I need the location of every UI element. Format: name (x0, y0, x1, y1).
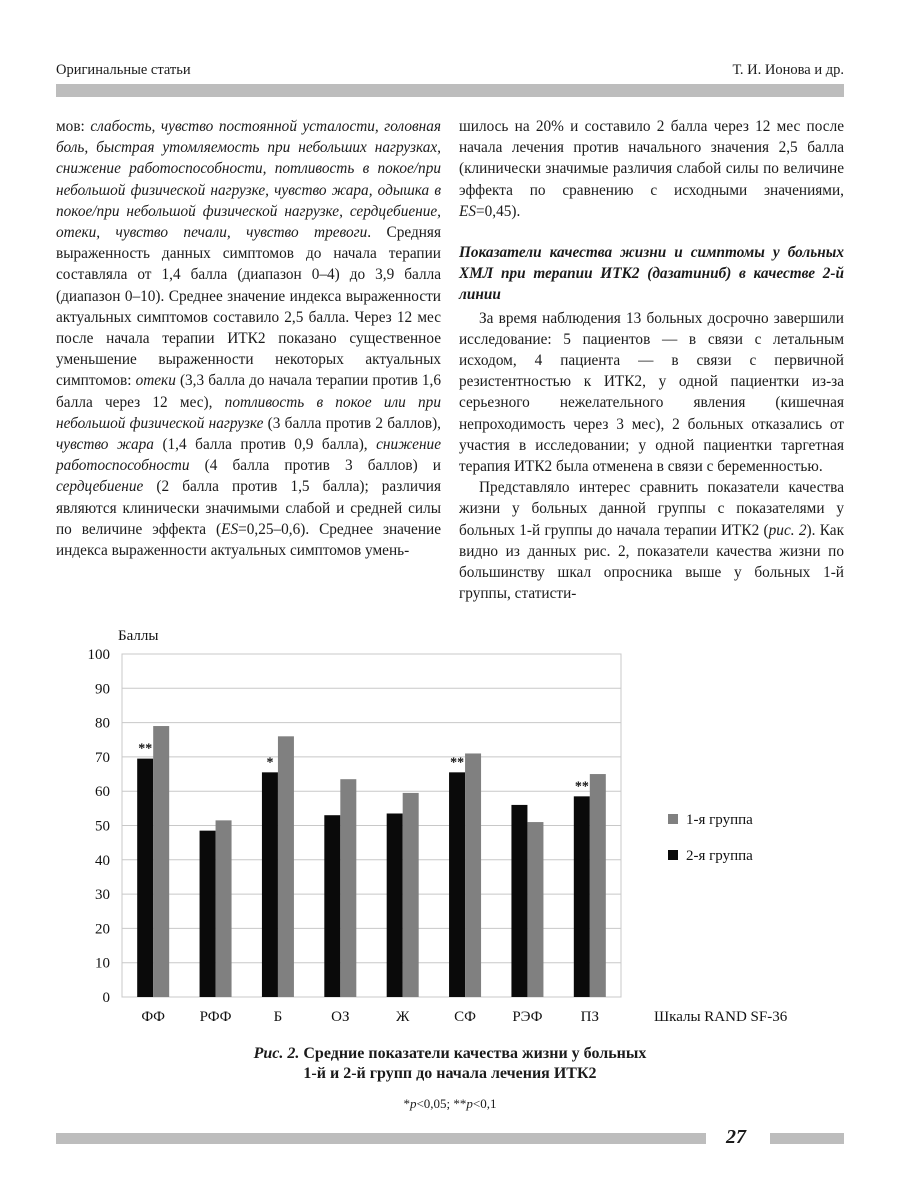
italic-run: отеки (135, 372, 176, 390)
y-tick-label: 100 (87, 647, 110, 663)
x-tick-label: ОЗ (331, 1009, 350, 1025)
right-paragraph-1 (459, 116, 844, 222)
caption-line-1: Средние показатели качества жизни у больных (299, 1045, 647, 1062)
significance-marker: ** (450, 755, 465, 771)
right-paragraph-2: За время наблюдения 13 больных досрочно завершили исследование: 5 пациентов — в связи с летальным исходом, 4 пациента — в связи с первичной резистентностью к ИТК2, у одной пациентки из-за серьезного нежелательного явления (кишечная непроходимость через 3 мес), 2 больных отказались от участия в исследовании; у одной пациентки таргетная терапия ИТК2 была отменена в связи с беременностью. (459, 309, 844, 476)
running-header-authors: Т. И. Ионова и др. (732, 62, 844, 78)
italic-run: снижение работоспособности (56, 436, 441, 475)
bar-group1 (465, 753, 481, 997)
x-tick-label: РЭФ (512, 1009, 543, 1025)
italic-run: ES (459, 202, 476, 220)
bar-group1 (153, 726, 169, 997)
legend-swatch (668, 814, 678, 824)
x-tick-label: РФФ (199, 1009, 232, 1025)
text-run: (3,3 балла до начала терапии против 1,6 балла через 12 мес), (56, 372, 441, 411)
page-number: 27 (726, 1126, 746, 1148)
bar-group2 (137, 759, 153, 997)
text-run: =0,45). (476, 202, 521, 220)
bar-group1 (590, 774, 606, 997)
bar-group2 (324, 815, 340, 997)
bar-group2 (387, 813, 403, 997)
significance-marker: ** (138, 741, 153, 757)
y-axis-label: Баллы (118, 628, 159, 644)
bar-group1 (403, 793, 419, 997)
text-run: <0,1 (472, 1096, 497, 1111)
significance-note (56, 1096, 844, 1112)
x-axis-label: Шкалы RAND SF-36 (654, 1009, 788, 1025)
right-column (459, 116, 844, 604)
italic-run: потливость в покое или при небольшой физической нагрузке (56, 393, 441, 432)
left-paragraph (56, 116, 441, 561)
bar-group1 (340, 779, 356, 997)
x-tick-label: СФ (454, 1009, 476, 1025)
text-run: шилось на 20% и составило 2 балла через 12 мес после начала лечения против начального значения 2,5 балла (клинически значимые различия слабой силы по величине эффекта по сравнению с исходными значениями, (459, 118, 844, 199)
legend-label: 2-я группа (686, 848, 753, 864)
text-run: (4 балла против 3 баллов) и (189, 457, 441, 475)
x-tick-label: ФФ (141, 1009, 166, 1025)
bar-group2 (574, 796, 590, 997)
italic-run: чувство жара (56, 436, 154, 454)
text-run: (3 балла против 2 баллов), (263, 414, 442, 432)
footer-rule-right (770, 1133, 844, 1144)
text-run: (1,4 балла против 0,9 балла), (153, 436, 377, 454)
y-tick-label: 30 (95, 887, 110, 904)
bar-group1 (216, 820, 232, 997)
text-run: мов: (56, 118, 91, 135)
significance-marker: ** (574, 779, 589, 795)
bar-group2 (200, 831, 216, 997)
caption-line-2: 1-й и 2-й групп до начала лечения ИТК2 (303, 1065, 597, 1082)
y-tick-label: 70 (95, 749, 110, 766)
text-run: Представляло интерес сравнить показатели качества жизни у больных данной группы с показателями у больных 1-й группы до начала терапии ИТК2 ( (459, 479, 844, 539)
y-tick-label: 0 (102, 990, 110, 1006)
bar-group2 (449, 772, 465, 997)
y-tick-label: 20 (95, 921, 110, 938)
bar-group1 (527, 822, 543, 997)
footer-rule-left (56, 1133, 706, 1144)
x-tick-label: Ж (395, 1009, 410, 1025)
text-run: =0,25–0,6). Среднее значение индекса выраженности актуальных симптомов умень- (56, 520, 441, 560)
section-heading: Показатели качества жизни и симптомы у больных ХМЛ при терапии ИТК2 (дазатиниб) в качестве 2-й линии (459, 244, 844, 304)
italic-run: сердцебиение (56, 478, 144, 496)
y-tick-label: 50 (95, 818, 110, 835)
italic-run: рис. 2 (768, 521, 807, 539)
x-tick-label: Б (273, 1009, 283, 1025)
header-rule (56, 84, 844, 97)
right-paragraph-3 (459, 477, 844, 604)
italic-run: слабость, чувство постоянной усталости, головная боль, быстрая утомляемость при небольших нагрузках, снижение работоспособности, потливость в покое/при небольшой физической нагрузке, чувство жара, одышка в покое/при небольшой физической нагрузке, сердцебиение, отеки, чувство печали, чувство тревоги (56, 118, 441, 242)
y-tick-label: 10 (95, 955, 110, 972)
bar-group1 (278, 736, 294, 997)
figure-label: Рис. 2. (253, 1045, 300, 1062)
italic-run: p (466, 1096, 473, 1111)
left-column (56, 116, 441, 561)
italic-run: p (409, 1096, 417, 1111)
text-run: ). Как видно из данных рис. 2, показатели качества жизни по большинству шкал опросника выше у больных 1-й группы, статисти- (459, 521, 844, 603)
x-tick-label: ПЗ (580, 1009, 599, 1025)
running-header-section: Оригинальные статьи (56, 62, 191, 78)
bar-group2 (262, 772, 278, 997)
text-run: <0,05; ** (416, 1096, 467, 1111)
y-tick-label: 90 (95, 681, 110, 698)
y-tick-label: 60 (95, 784, 110, 801)
bar-group2 (511, 805, 527, 997)
italic-run: ES (221, 520, 239, 538)
text-run: (2 балла против 1,5 балла); различия являются клинически значимыми слабой и средней силы по величине эффекта ( (56, 478, 441, 538)
significance-marker: * (266, 755, 274, 771)
bar-chart (56, 620, 844, 1030)
y-tick-label: 40 (95, 852, 110, 869)
legend-swatch (668, 850, 678, 860)
legend-label: 1-я группа (686, 812, 753, 828)
figure-caption (56, 1044, 844, 1084)
y-tick-label: 80 (95, 715, 110, 732)
text-run: . Средняя выраженность данных симптомов до начала терапии составляла от 1,4 балла (диапазон 0–4) до 3,9 балла (диапазон 0–10). Среднее значение индекса выраженности актуальных симптомов составило 2,5 балла. Через 12 мес после начала терапии ИТК2 показано существенное уменьшение выраженности некоторых актуальных симптомов: (56, 224, 441, 390)
text-run: * (403, 1096, 410, 1111)
